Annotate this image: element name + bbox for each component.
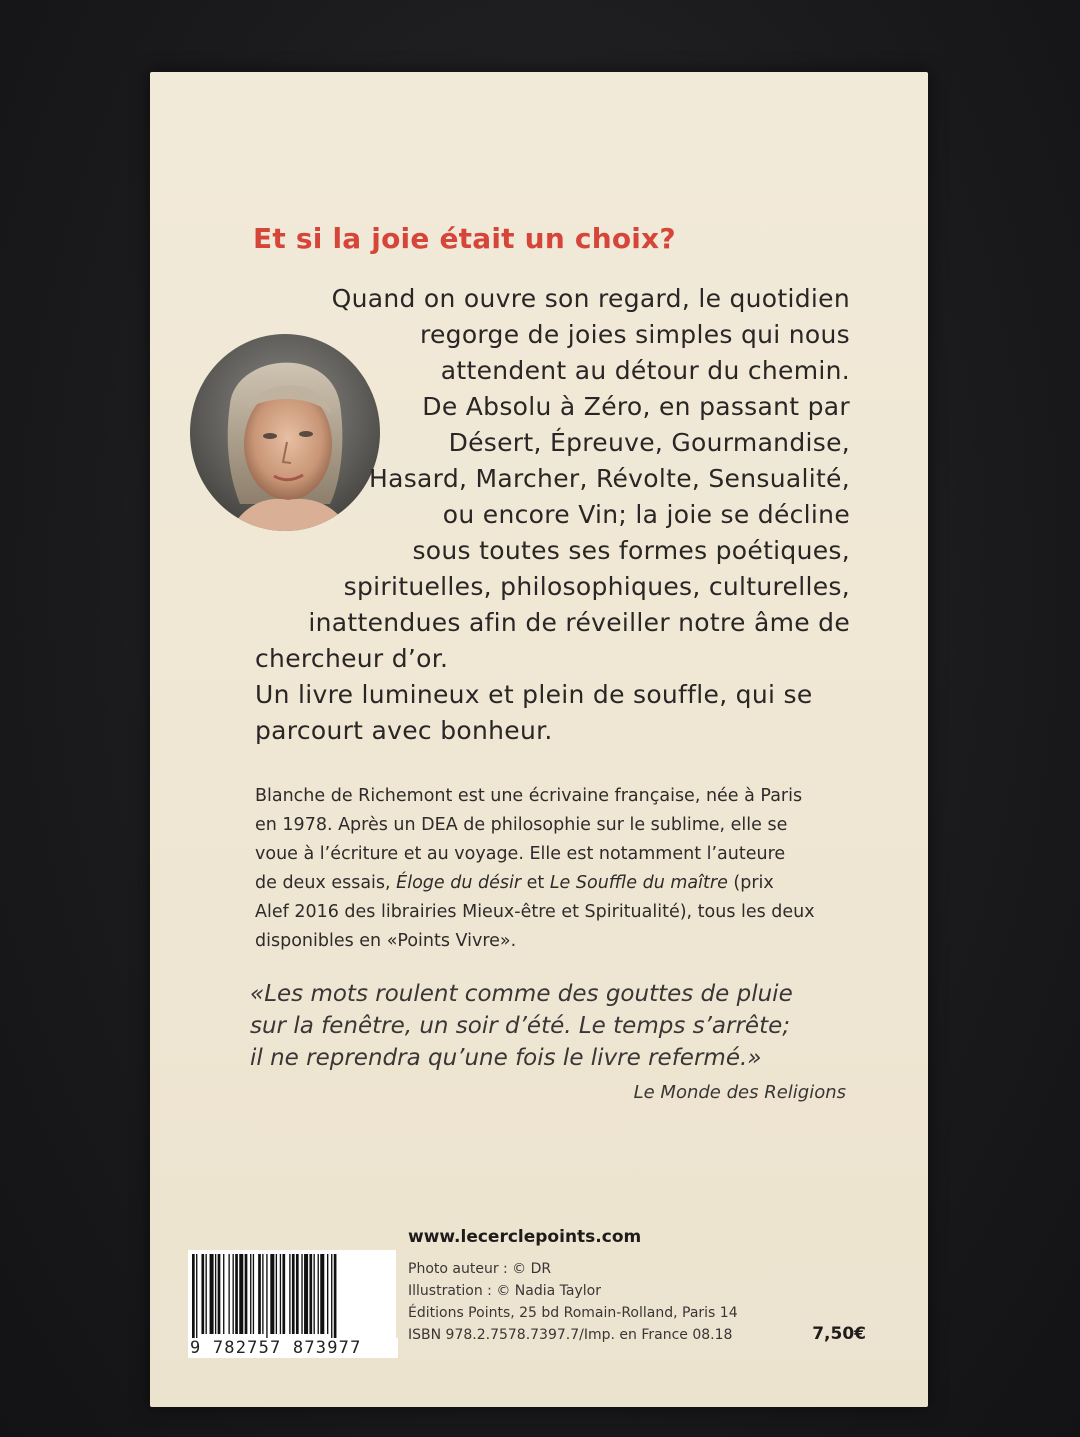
author-portrait [190, 334, 380, 531]
barcode-bar [235, 1254, 238, 1334]
barcode-bar [314, 1254, 315, 1334]
barcode-bar [270, 1254, 274, 1334]
barcode-bar [292, 1254, 295, 1334]
barcode-bar [192, 1254, 195, 1340]
credit-line: ISBN 978.2.7578.7397.7/Imp. en France 08.18 [408, 1327, 733, 1343]
blurb-line: De Absolu à Zéro, en passant par [422, 392, 850, 421]
barcode-bar [201, 1254, 204, 1334]
book-back-cover [150, 72, 928, 1407]
blurb-line: ou encore Vin; la joie se décline [442, 500, 850, 529]
quote-line: «Les mots roulent comme des gouttes de pluie [250, 981, 793, 1007]
barcode-digits: 9 782757 873977 [188, 1338, 398, 1358]
blurb-line: regorge de joies simples qui nous [419, 320, 850, 349]
barcode [188, 1250, 396, 1346]
bio-line: voue à l’écriture et au voyage. Elle est notamment l’auteure [255, 844, 786, 864]
blurb-line: Quand on ouvre son regard, le quotidien [331, 284, 850, 313]
barcode-bar [218, 1254, 221, 1334]
barcode-bar [215, 1254, 216, 1334]
barcode-bar [245, 1254, 248, 1334]
credits [408, 1258, 738, 1346]
barcode-bar [239, 1254, 243, 1334]
press-quote [250, 978, 793, 1074]
blurb-line: Un livre lumineux et plein de souffle, qui se [255, 680, 813, 709]
barcode-bar [206, 1254, 207, 1334]
bio-text: (prix [727, 873, 774, 893]
barcode-bar [250, 1254, 251, 1334]
blurb-line: chercheur d’or. [255, 644, 449, 673]
barcode-bar [327, 1254, 328, 1334]
blurb-line: attendent au détour du chemin. [440, 356, 850, 385]
barcode-bar [296, 1254, 299, 1334]
blurb-line: Hasard, Marcher, Révolte, Sensualité, [369, 464, 850, 493]
barcode-bar [301, 1254, 302, 1334]
headline: Et si la joie était un choix? [253, 222, 676, 255]
barcode-bar [282, 1254, 285, 1334]
bio-text: et [521, 873, 550, 893]
blurb-line: inattendues afin de réveiller notre âme de [308, 608, 850, 637]
barcode-bar [210, 1254, 214, 1334]
barcode-bar [331, 1254, 332, 1340]
barcode-bar [309, 1254, 312, 1334]
barcode-bar [318, 1254, 319, 1334]
price: 7,50€ [812, 1324, 866, 1344]
blurb-line: Désert, Épreuve, Gourmandise, [448, 428, 850, 457]
barcode-bar [276, 1254, 277, 1334]
bio-line: Blanche de Richemont est une écrivaine française, née à Paris [255, 786, 803, 806]
credit-line: Photo auteur : © DR [408, 1261, 552, 1277]
barcode-bar [223, 1254, 224, 1334]
barcode-bar [280, 1254, 281, 1334]
blurb-line: spirituelles, philosophiques, culturelles, [343, 572, 850, 601]
publisher-website: www.lecerclepoints.com [408, 1227, 642, 1247]
barcode-bar [258, 1254, 261, 1334]
blurb-line: sous toutes ses formes poétiques, [412, 536, 850, 565]
barcode-bar [262, 1254, 263, 1334]
quote-line: sur la fenêtre, un soir d’été. Le temps s’arrête; [250, 1013, 790, 1039]
author-bio [255, 782, 855, 956]
credit-line: Illustration : © Nadia Taylor [408, 1283, 601, 1299]
quote-line: il ne reprendra qu’une fois le livre refermé.» [250, 1045, 762, 1071]
barcode-bar [228, 1254, 229, 1334]
book-title-souffle: Le Souffle du maître [549, 873, 728, 893]
book-title-eloge: Éloge du désir [396, 873, 522, 893]
blurb-line: parcourt avec bonheur. [255, 716, 553, 745]
barcode-bar [334, 1254, 337, 1340]
barcode-bar [253, 1254, 254, 1334]
barcode-bar [304, 1254, 308, 1334]
barcode-bar [266, 1254, 267, 1340]
barcode-bar [196, 1254, 197, 1340]
bio-line [255, 869, 855, 898]
bio-line: Alef 2016 des librairies Mieux-être et Spiritualité), tous les deux [255, 902, 815, 922]
barcode-bar [289, 1254, 290, 1334]
barcode-bar [233, 1254, 234, 1334]
credit-line: Éditions Points, 25 bd Romain-Rolland, Paris 14 [408, 1305, 738, 1321]
quote-source: Le Monde des Religions [633, 1082, 846, 1103]
bio-line: disponibles en «Points Vivre». [255, 931, 517, 951]
bio-text: de deux essais, [255, 873, 397, 893]
bio-line: en 1978. Après un DEA de philosophie sur le sublime, elle se [255, 815, 788, 835]
barcode-bar [320, 1254, 324, 1334]
